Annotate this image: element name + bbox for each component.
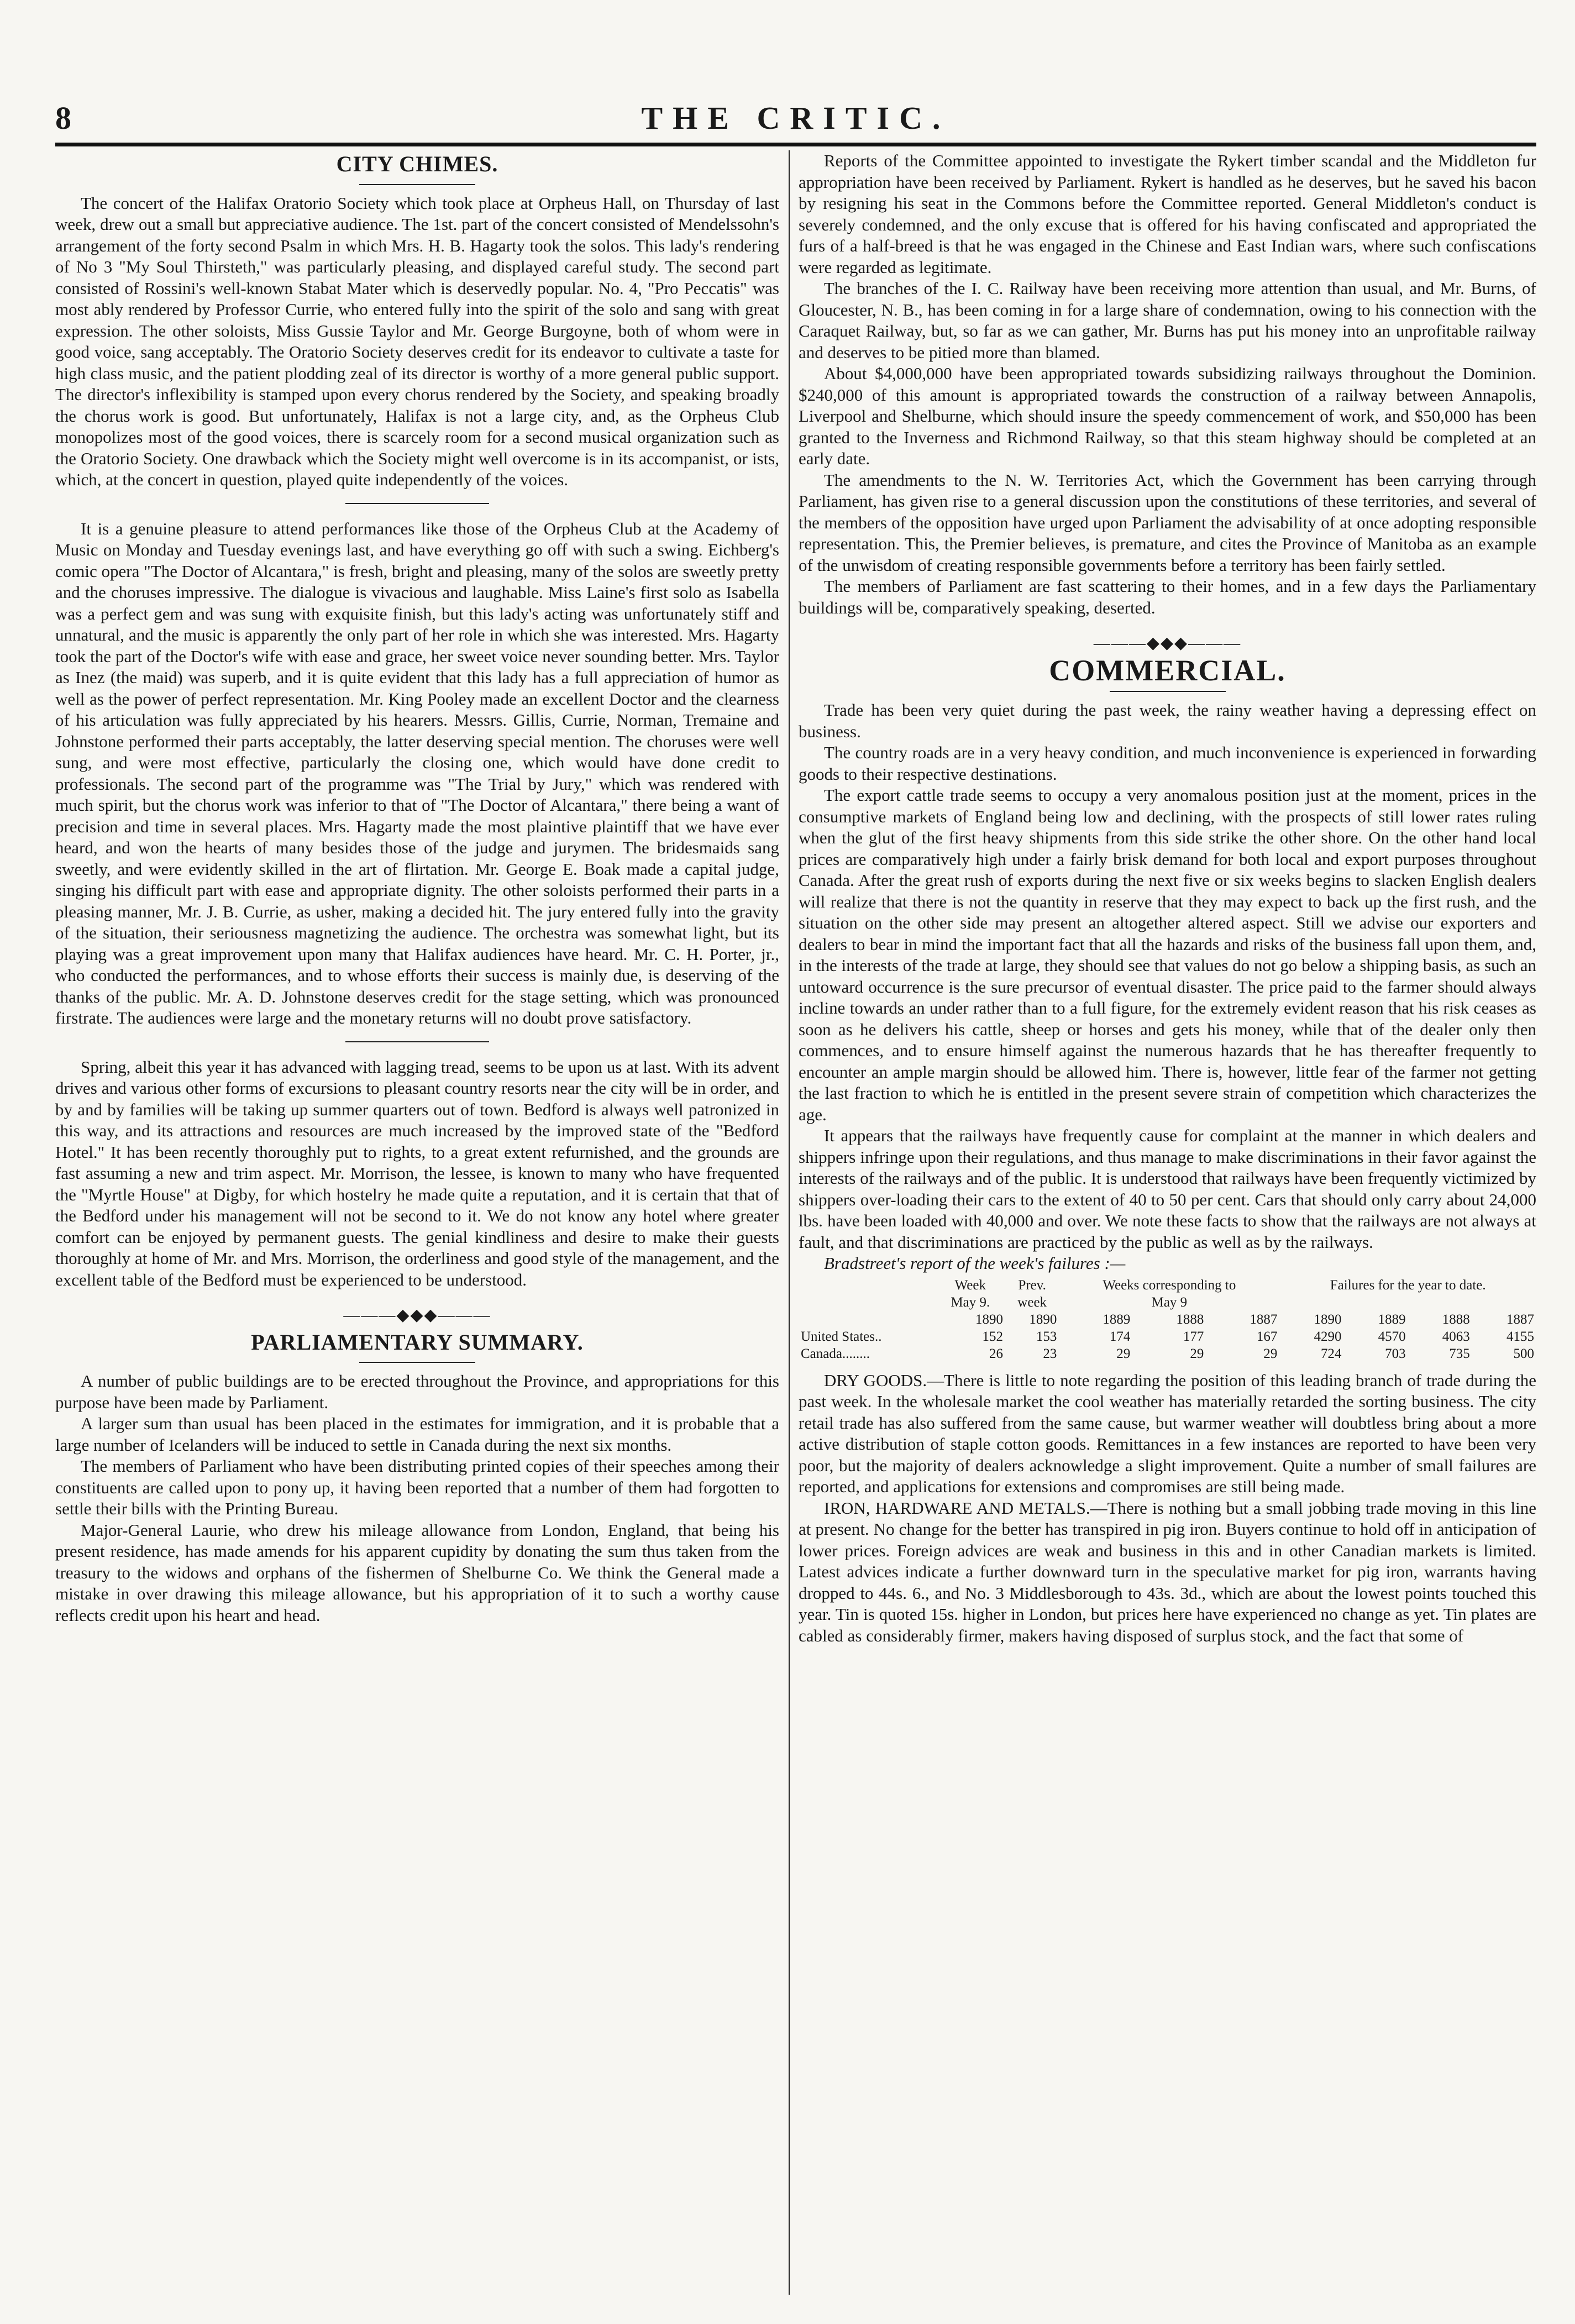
article-paragraph: The members of Parliament are fast scattering to their homes, and in a few days the Parliamentary buildings will be, comparatively speaking, deserted.	[799, 576, 1536, 617]
article-paragraph: About $4,000,000 have been appropriated towards subsidizing railways throughout the Dominion. $240,000 of this amount is appropriated towards the construction of a railway between Annapolis, Liverpool and Shelburne, which should insure the speedy commencement of work, and $50,000 has been granted to the Inverness and Richmond Railway, so that this steam highway should be completed at an early date.	[799, 364, 1536, 468]
header-rule	[55, 143, 1536, 146]
table-cell: 724	[1321, 1346, 1342, 1361]
year-cell: 1890	[1029, 1311, 1057, 1327]
city-chimes-heading: CITY CHIMES.	[336, 151, 498, 176]
table-subheader: May 9.	[951, 1294, 990, 1310]
table-row	[799, 1328, 1536, 1345]
table-cell: 4570	[1378, 1329, 1406, 1344]
article-paragraph: The members of Parliament who have been distributing printed copies of their speeches among their constituents are called upon to pony up, it having been reported that a number of them had forgotten to settle their bills with the Printing Bureau.	[55, 1456, 779, 1518]
commercial-heading: COMMERCIAL.	[1049, 653, 1286, 687]
column-divider	[789, 150, 790, 2295]
table-subheader: week	[1017, 1294, 1047, 1310]
table-cell: 500	[1513, 1346, 1534, 1361]
masthead	[55, 99, 1536, 138]
year-cell: 1887	[1506, 1311, 1534, 1327]
year-cell: 1888	[1442, 1311, 1470, 1327]
year-cell: 1889	[1102, 1311, 1131, 1327]
ornamental-divider: ―――◆◆◆―――	[1093, 634, 1242, 652]
table-cell: 735	[1449, 1346, 1470, 1361]
article-paragraph: The export cattle trade seems to occupy a very anomalous position just at the moment, prices in the consumptive markets of England being low and declining, with the prospects of still lower rates ruling when the glut of the first heavy shipments from this side strike the other shore. On the other hand local prices are comparatively high under a fairly brisk demand for both local and export purposes throughout Canada. After the great rush of exports during the next five or six weeks begins to slacken English dealers will realize that there is not the quantity in reserve that they may expect to back up the first rush, and the situation on the other side may present an altogether altered aspect. Still we advise our exporters and dealers to bear in mind the important fact that all the hazards and risks of the business fall upon them, and, in the interests of the trade at large, they should see that values do not go below a shipping basis, as such an untoward occurrence is the sure precursor of eventual disaster. The price paid to the farmer should always incline towards an under rather than to a full figure, for the extremely evident reason that his risk ceases as soon as he delivers his cattle, sheep or horses and gets his money, while that of the dealer only then commences, and to ensure himself against the numerous hazards that he has thereafter frequently to encounter an ample margin should be allowed him. There is, however, little fear of the farmer not getting the last fraction to which he is entitled in the present severe strain of competition which characterizes the age.	[799, 785, 1536, 1124]
table-cell: 4290	[1314, 1329, 1342, 1344]
table-cell: 152	[982, 1329, 1003, 1344]
heading-rule	[1110, 691, 1226, 692]
table-cell: 177	[1183, 1329, 1204, 1344]
table-cell: 4063	[1442, 1329, 1470, 1344]
section-separator	[345, 503, 489, 504]
article-paragraph: A number of public buildings are to be erected throughout the Province, and appropriations for this purpose have been made by Parliament.	[55, 1371, 779, 1412]
table-cell: 174	[1109, 1329, 1131, 1344]
table-subheader: May 9	[1151, 1294, 1188, 1310]
article-paragraph: It appears that the railways have frequently cause for complaint at the manner in which dealers and shippers infringe upon their regulations, and thus manage to make discriminations in their favor against the interests of the railways and of the public. It is understood that railways have been frequently victimized by shippers over-loading their cars to the extent of 40 to 50 per cent. Cars that should only carry about 24,000 lbs. have been loaded with 40,000 and over. We note these facts to show that the railways are not always at fault, and that discriminations are practiced by the public as well as by the railways.	[799, 1126, 1536, 1252]
table-cell: 29	[1190, 1346, 1204, 1361]
article-paragraph: It is a genuine pleasure to attend performances like those of the Orpheus Club at the Academy of Music on Monday and Tuesday evenings last, and have everything go off with such a swing. Eichberg's comic opera "The Doctor of Alcantara," is fresh, bright and pleasing, many of the solos are sweetly pretty and the choruses impressive. The dialogue is vivacious and laughable. Miss Laine's first solo as Isabella was a perfect gem and was sung with exquisite finish, but this lady's acting was unfortunately stiff and unnatural, and the music is apparently the only part of her role in which she was interested. Mrs. Hagarty took the part of the Doctor's wife with ease and grace, her sweet voice never sounding better. Mrs. Taylor as Inez (the maid) was superb, and it is quite evident that this lady has a full appreciation of humor as well as the power of perfect representation. Mr. King Pooley made an excellent Doctor and the clearness of his articulation was fully appreciated by his hearers. Messrs. Gillis, Currie, Norman, Tremaine and Johnstone performed their parts acceptably, the latter deserving special mention. The choruses were well sung, and were most effective, particularly the closing one, which would have done credit to professionals. The second part of the programme was "The Trial by Jury," which was rendered with much spirit, but the chorus work was inferior to that of "The Doctor of Alcantara," there being a want of precision and time in several places. Mrs. Hagarty made the most plaintive plaintiff that we have ever heard, and won the hearts of many besides those of the judge and jurymen. The bridesmaids sang sweetly, and were evidently skilled in the art of flirtation. Mr. George E. Boak made a capital judge, singing his difficult part with ease and appropriate dignity. The other soloists performed their parts in a pleasing manner, Mr. J. B. Currie, as usher, making a decided hit. The jury entered fully into the gravity of the situation, their seriousness magnetizing the audience. The orchestra was somewhat light, but its playing was a great improvement upon many that Halifax audiences have heard. Mr. C. H. Porter, jr., who conducted the performances, and to whose efforts their success is mainly due, is deserving of the thanks of the public. Mr. A. D. Johnstone deserves credit for the stage setting, which was pronounced firstrate. The audiences were large and the monetary returns will no doubt prove satisfactory.	[55, 518, 779, 1027]
year-cell: 1890	[975, 1311, 1003, 1327]
paper-title: THE CRITIC.	[641, 100, 951, 136]
article-paragraph: The concert of the Halifax Oratorio Society which took place at Orpheus Hall, on Thursday of last week, drew out a small but appreciative audience. The 1st. part of the concert consisted of Mendelssohn's arrangement of the forty second Psalm in which Mrs. H. B. Hagarty took the solos. This lady's rendering of No 3 "My Soul Thirsteth," was particularly pleasing, and displayed careful study. The second part consisted of Rossini's well-known Stabat Mater which is deservedly popular. No. 4, "Pro Peccatis" was most ably rendered by Professor Currie, who entered fully into the spirit of the solo and sang with great expression. The other soloists, Miss Gussie Taylor and Mr. George Burgoyne, both of whom were in good voice, sang acceptably. The Oratorio Society deserves credit for its endeavor to cultivate a taste for high class music, and the patient plodding zeal of its director is worthy of a more general public support. The director's inflexibility is stamped upon every chorus rendered by the Society, and speaking broadly the chorus work is good. But unfortunately, Halifax is not a large city, and, as the Orpheus Club monopolizes most of the good voices, there is scarcely room for a second musical organization such as the Oratorio Society. One drawback which the Society might well overcome is in its accompanist, or ists, which, at the concert in question, played quite independently of the voices.	[55, 193, 779, 489]
page-number: 8	[55, 100, 71, 136]
right-column	[799, 150, 1536, 2306]
heading-rule	[359, 1362, 475, 1363]
article-paragraph: The amendments to the N. W. Territories Act, which the Government has been carrying through Parliament, has given rise to a general discussion upon the constitutions of these territories, and several of the members of the opposition have urged upon Parliament the advisability of at once adopting responsible representation. This, the Premier believes, is premature, and cites the Province of Manitoba as an example of the unwisdom of creating responsible governments before a territory has been fairly settled.	[799, 470, 1536, 575]
heading-rule	[359, 184, 475, 185]
table-cell: 703	[1385, 1346, 1406, 1361]
article-paragraph: A larger sum than usual has been placed in the estimates for immigration, and it is probable that a large number of Icelanders will be induced to settle in Canada during the next six months.	[55, 1414, 779, 1455]
failures-intro: Bradstreet's report of the week's failures :—	[824, 1253, 1126, 1273]
article-paragraph: Major-General Laurie, who drew his mileage allowance from London, England, that being his present residence, has made amends for his apparent cupidity by donating the sum thus taken from the treasury to the widows and orphans of the fishermen of Shelburne Co. We think the General made a mistake in over drawing this mileage allowance, but his appropriation of it to such a worthy cause reflects credit upon his heart and head.	[55, 1520, 779, 1625]
article-paragraph: DRY GOODS.—There is little to note regarding the position of this leading branch of trade during the past week. In the wholesale market the cool weather has materially retarded the sorting business. The city retail trade has also suffered from the same cause, but warmer weather will doubtless bring about a more active distribution of staple cotton goods. Remittances in a few instances are reported to have been very poor, but the majority of dealers acknowledge a slight improvement. Quite a number of small failures are reported, and applications for extensions and compromises are still being made.	[799, 1370, 1536, 1496]
year-cell: 1888	[1176, 1311, 1204, 1327]
row-label: United States..	[801, 1329, 882, 1344]
article-paragraph: The country roads are in a very heavy condition, and much inconvenience is experienced in forwarding goods to their respective destinations.	[799, 743, 1536, 784]
table-cell: 4155	[1506, 1329, 1534, 1344]
left-column	[55, 150, 779, 2306]
table-header: Failures for the year to date.	[1330, 1277, 1486, 1293]
table-header: Week	[954, 1277, 986, 1293]
row-label: Canada........	[801, 1346, 870, 1361]
section-separator	[345, 1041, 489, 1042]
year-cell: 1889	[1378, 1311, 1406, 1327]
table-cell: 23	[1043, 1346, 1057, 1361]
year-cell: 1890	[1314, 1311, 1342, 1327]
table-header: Prev.	[1018, 1277, 1046, 1293]
article-paragraph: The branches of the I. C. Railway have been receiving more attention than usual, and Mr. Burns, of Gloucester, N. B., has been coming in for a large share of condemnation, owing to his connection with the Caraquet Railway, but, so far as we can gather, Mr. Burns has put his money into an unprofitable railway and deserves to be pitied more than blamed.	[799, 279, 1536, 362]
table-cell: 29	[1263, 1346, 1278, 1361]
table-header: Weeks corresponding to	[1102, 1277, 1236, 1293]
table-cell: 167	[1256, 1329, 1278, 1344]
article-paragraph: Reports of the Committee appointed to investigate the Rykert timber scandal and the Middleton fur appropriation have been received by Parliament. Rykert is handled as he deserves, but he saved his bacon by resigning his seat in the Commons before the Committee reported. General Middleton's conduct is severely condemned, and the only excuse that is offered for his having confiscated and appropriated the furs of a half-breed is that he was engaged in the Chinese and East Indian wars, where such confiscations were regarded as legitimate.	[799, 151, 1536, 277]
failures-table	[799, 1277, 1536, 1362]
ornamental-divider: ―――◆◆◆―――	[343, 1306, 491, 1324]
table-cell: 26	[989, 1346, 1003, 1361]
parliamentary-summary-heading: PARLIAMENTARY SUMMARY.	[251, 1329, 584, 1355]
table-row	[799, 1345, 1536, 1362]
article-paragraph: IRON, HARDWARE AND METALS.—There is nothing but a small jobbing trade moving in this line at present. No change for the better has transpired in pig iron. Buyers continue to hold off in anticipation of lower prices. Foreign advices are weak and business in this and in other Canadian markets is limited. Latest advices indicate a further downward turn in the speculative market for pig iron, warrants having dropped to 44s. 6., and No. 3 Middlesborough to 43s. 3d., which are about the lowest points touched this year. Tin is quoted 15s. higher in London, but prices here have experienced no change as yet. Tin plates are cabled as considerably firmer, makers having disposed of surplus stock, and the fact that some of	[799, 1498, 1536, 1645]
year-cell: 1887	[1250, 1311, 1278, 1327]
article-paragraph: Spring, albeit this year it has advanced with lagging tread, seems to be upon us at last. With its advent drives and various other forms of excursions to pleasant country resorts near the city will be in order, and by and by families will be taking up summer quarters out of town. Bedford is always well patronized in this way, and its attractions and resources are much increased by the improved state of the "Bedford Hotel." It has been recently thoroughly put to rights, to a great extent refurnished, and the grounds are fast assuming a new and trim aspect. Mr. Morrison, the lessee, is known to many who have frequented the "Myrtle House" at Digby, for which hostelry he made quite a reputation, and it is certain that that of the Bedford under his management will not be second to it. We do not know any hotel where greater comfort can be enjoyed by permanent guests. The genial kindliness and desire to make their guests thoroughly at home of Mr. and Mrs. Morrison, the orderliness and good style of the management, and the excellent table of the Bedford must be experienced to be understood.	[55, 1057, 779, 1289]
table-cell: 153	[1036, 1329, 1057, 1344]
table-cell: 29	[1116, 1346, 1131, 1361]
article-paragraph: Trade has been very quiet during the past week, the rainy weather having a depressing effect on business.	[799, 700, 1536, 741]
